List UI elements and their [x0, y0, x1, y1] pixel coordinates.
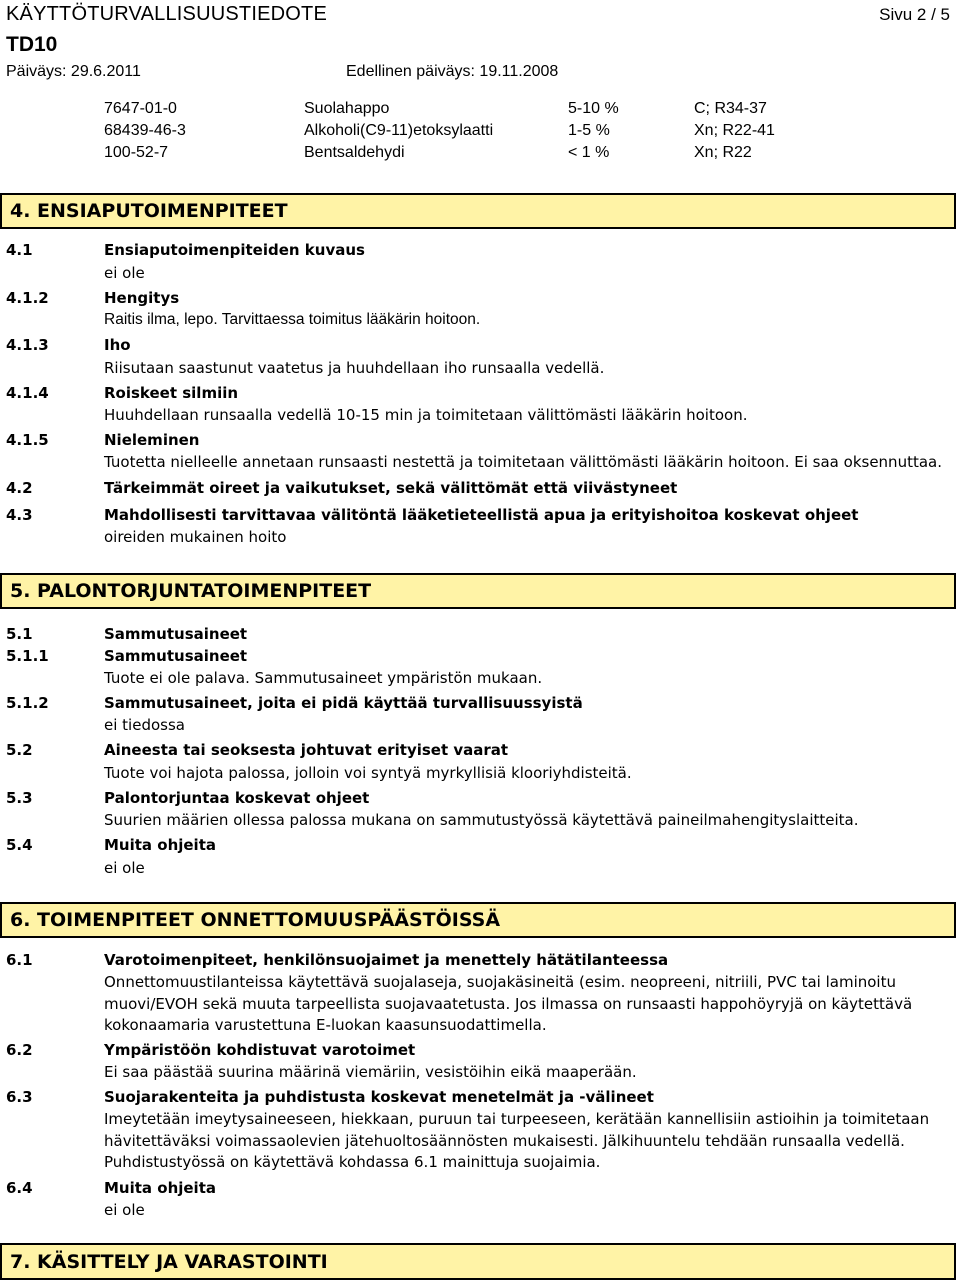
- subsection-text: ei ole: [104, 264, 145, 282]
- product-code: TD10: [6, 33, 58, 56]
- subsection-heading: Roiskeet silmiin: [104, 384, 239, 402]
- subsection-heading: Varotoimenpiteet, henkilönsuojaimet ja menettely hätätilanteessa: [104, 951, 669, 969]
- subsection-text: Onnettomuustilanteissa käytettävä suojalaseja, suojakäsineitä (esim. neopreeni, nitriili, PVC tai laminoitu: [104, 973, 896, 991]
- subsection-heading: Muita ohjeita: [104, 836, 216, 854]
- subsection-number: 6.4: [6, 1179, 33, 1197]
- subsection-number: 4.1: [6, 241, 33, 259]
- component-concentration: 5-10 %: [568, 100, 619, 117]
- component-classification: Xn; R22-41: [694, 122, 775, 139]
- component-concentration: < 1 %: [568, 144, 610, 161]
- subsection-text: Tuote ei ole palava. Sammutusaineet ympäristön mukaan.: [104, 669, 543, 687]
- subsection-heading: Hengitys: [104, 289, 180, 307]
- issue-date: Päiväys: 29.6.2011: [6, 63, 141, 80]
- subsection-heading: Palontorjuntaa koskevat ohjeet: [104, 789, 370, 807]
- subsection-number: 4.1.5: [6, 431, 49, 449]
- subsection-heading: Muita ohjeita: [104, 1179, 216, 1197]
- subsection-text: Riisutaan saastunut vaatetus ja huuhdellaan iho runsaalla vedellä.: [104, 359, 605, 377]
- subsection-heading: Iho: [104, 336, 131, 354]
- subsection-heading: Nieleminen: [104, 431, 200, 449]
- component-cas: 68439-46-3: [104, 122, 186, 139]
- subsection-text: hävitettäväksi voimassaolevien jätehuoltosäännösten mukaisesti. Jälkihuuntelu tehdään runsaalla vedellä.: [104, 1132, 905, 1150]
- subsection-number: 4.1.4: [6, 384, 49, 402]
- subsection-number: 6.2: [6, 1041, 33, 1059]
- component-concentration: 1-5 %: [568, 122, 610, 139]
- subsection-number: 5.1: [6, 625, 33, 643]
- subsection-text: Ei saa päästää suurina määrinä viemäriin, vesistöihin eikä maaperään.: [104, 1063, 637, 1081]
- subsection-heading: Ensiaputoimenpiteiden kuvaus: [104, 241, 365, 259]
- page-number: Sivu 2 / 5: [879, 5, 950, 24]
- component-cas: 7647-01-0: [104, 100, 177, 117]
- subsection-heading: Ympäristöön kohdistuvat varotoimet: [104, 1041, 416, 1059]
- component-classification: C; R34-37: [694, 100, 767, 117]
- subsection-text: Suurien määrien ollessa palossa mukana on sammutustyössä käytettävä paineilmahengityslaitteita.: [104, 811, 859, 829]
- subsection-heading: Aineesta tai seoksesta johtuvat erityiset vaarat: [104, 741, 509, 759]
- subsection-text: Huuhdellaan runsaalla vedellä 10-15 min ja toimitetaan välittömästi lääkärin hoitoon.: [104, 406, 748, 424]
- subsection-text: ei tiedossa: [104, 716, 185, 734]
- subsection-number: 6.3: [6, 1088, 33, 1106]
- subsection-text: oireiden mukainen hoito: [104, 528, 287, 546]
- subsection-number: 5.1.1: [6, 647, 49, 665]
- component-classification: Xn; R22: [694, 144, 752, 161]
- subsection-heading: Sammutusaineet: [104, 647, 248, 665]
- subsection-text: Raitis ilma, lepo. Tarvittaessa toimitus lääkärin hoitoon.: [104, 311, 481, 328]
- subsection-text: kokonaamaria varustettuna E-luokan kaasunsuodattimella.: [104, 1016, 547, 1034]
- subsection-heading: Mahdollisesti tarvittavaa välitöntä lääketieteellistä apua ja erityishoitoa koskevat ohjeet: [104, 506, 859, 524]
- subsection-number: 5.3: [6, 789, 33, 807]
- subsection-number: 4.1.2: [6, 289, 49, 307]
- subsection-number: 5.4: [6, 836, 33, 854]
- subsection-text: ei ole: [104, 1201, 145, 1219]
- subsection-heading: Sammutusaineet, joita ei pidä käyttää turvallisuussyistä: [104, 694, 583, 712]
- subsection-number: 5.1.2: [6, 694, 49, 712]
- previous-date: Edellinen päiväys: 19.11.2008: [346, 63, 559, 80]
- section-heading-4: 4. ENSIAPUTOIMENPITEET: [0, 193, 956, 229]
- subsection-text: Puhdistustyössä on käytettävä kohdassa 6.1 mainittuja suojaimia.: [104, 1153, 601, 1171]
- subsection-number: 4.2: [6, 479, 33, 497]
- component-name: Alkoholi(C9-11)etoksylaatti: [304, 122, 494, 139]
- subsection-number: 6.1: [6, 951, 33, 969]
- subsection-text: ei ole: [104, 859, 145, 877]
- subsection-number: 5.2: [6, 741, 33, 759]
- component-name: Bentsaldehydi: [304, 144, 405, 161]
- section-heading-7: 7. KÄSITTELY JA VARASTOINTI: [0, 1243, 956, 1280]
- subsection-text: Tuotetta nielleelle annetaan runsaasti nestettä ja toimitetaan välittömästi lääkärin hoitoon. Ei saa oksennuttaa.: [104, 453, 942, 471]
- component-name: Suolahappo: [304, 100, 390, 117]
- subsection-number: 4.3: [6, 506, 33, 524]
- component-cas: 100-52-7: [104, 144, 169, 161]
- document-title: KÄYTTÖTURVALLISUUSTIEDOTE: [6, 3, 327, 25]
- subsection-text: Imeytetään imeytysaineeseen, hiekkaan, puruun tai turpeeseen, kerätään kannellisiin astioihin ja toimitetaan: [104, 1110, 930, 1128]
- section-heading-5: 5. PALONTORJUNTATOIMENPITEET: [0, 573, 956, 609]
- subsection-text: muovi/EVOH sekä muuta tarpeellista suojavaatetusta. Jos ilmassa on runsaasti happohöyryjä on käytettävä: [104, 995, 913, 1013]
- subsection-number: 4.1.3: [6, 336, 49, 354]
- subsection-heading: Tärkeimmät oireet ja vaikutukset, sekä välittömät että viivästyneet: [104, 479, 678, 497]
- section-heading-6: 6. TOIMENPITEET ONNETTOMUUSPÄÄSTÖISSÄ: [0, 902, 956, 938]
- subsection-heading: Suojarakenteita ja puhdistusta koskevat menetelmät ja -välineet: [104, 1088, 654, 1106]
- subsection-text: Tuote voi hajota palossa, jolloin voi syntyä myrkyllisiä klooriyhdisteitä.: [104, 764, 632, 782]
- subsection-heading: Sammutusaineet: [104, 625, 248, 643]
